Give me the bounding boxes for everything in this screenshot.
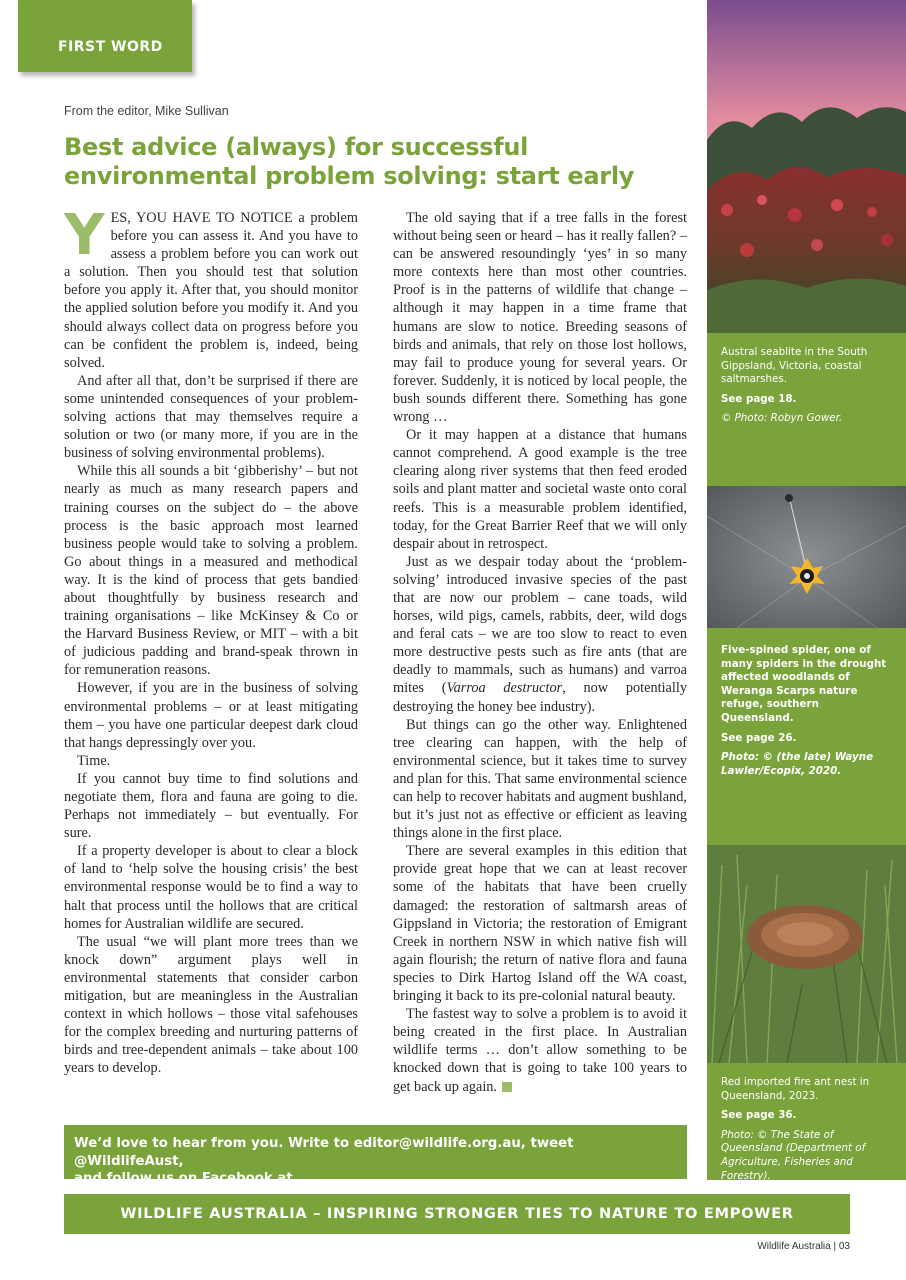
lead-paragraph <box>64 203 358 372</box>
article-column-1 <box>64 203 358 1078</box>
final-paragraph <box>393 1005 687 1095</box>
paragraph-text: Just as we despair today about the ‘problem-solving’ introduced invasive species of the past that are now our problem – cane toads, wild horses, wild pigs, camels, rabbits, deer, wild dogs and feral cats – we are too slow to react to even more destructive pests such as fire ants (that are deadly to mammals, such as humans) and varroa mites ( <box>393 553 687 697</box>
paragraph: Time. <box>77 752 111 769</box>
paragraph: And after all that, don’t be surprised if there are some unintended consequences of your problem-solving actions that may themselves require a solution or two (or many more, if you are in the business of solving environmental problems). <box>64 372 358 462</box>
tagline-banner: WILDLIFE AUSTRALIA – INSPIRING STRONGER TIES TO NATURE TO EMPOWER CONSERVATION <box>64 1194 850 1234</box>
article-title: Best advice (always) for successful environmental problem solving: start early <box>64 133 635 190</box>
paragraph-invasive-species <box>393 553 687 716</box>
contact-line-2: and follow us on Facebook at <box>74 1171 293 1186</box>
end-mark-icon <box>502 1082 512 1092</box>
caption-text: Five-spined spider, one of many spiders in the drought affected woodlands of Weranga Scarps nature refuge, southern Queensland. <box>721 644 887 724</box>
spider-photo <box>707 486 906 628</box>
byline: From the editor, Mike Sullivan <box>64 104 229 118</box>
photo-credit: Photo: © (the late) Wayne Lawler/Ecopix, 2020. <box>721 751 874 777</box>
paragraph: The old saying that if a tree falls in the forest without being seen or heard – has it really fallen? – can be answered resoundingly ‘yes’ in so many more contexts here than most other countries. Proof is in the patterns of wildlife that change – although it may happen in a time frame that humans are slow to notice. Breeding seasons of birds and animals, that rely on those lost hollows, may fail to produce young for several years. Or forever. Suddenly, it is noticed by local people, the bush sounds different there. Something has gone wrong … <box>393 210 687 426</box>
caption-text: Austral seablite in the South Gippsland, Victoria, coastal saltmarshes. <box>721 346 868 386</box>
lead-paragraph-text: ES, YOU HAVE TO NOTICE a problem before you can assess it. And you have to assess a problem before you can work out a solution. Then you should test that solution before you apply it. After that, you should monitor the applied solution before you modify it. And you should always collect data on progress before you can be confident the problem is, indeed, being solved. <box>64 210 358 371</box>
contact-box <box>64 1125 687 1186</box>
paragraph-text: , now potentially destroying the honey bee industry). <box>393 680 687 715</box>
species-name: Varroa destructor <box>446 680 563 697</box>
drop-cap: Y <box>64 203 105 268</box>
page-reference: See page 18. <box>721 392 797 405</box>
paragraph: However, if you are in the business of solving environmental problems – or at least mitigating them – you have one particular deepest dark cloud that hangs depressingly over you. <box>64 680 358 751</box>
page-folio: Wildlife Australia | 03 <box>757 1241 850 1252</box>
photo-credit: Photo: © The State of Queensland (Department of Agriculture, Fisheries and Forestry). <box>721 1128 866 1182</box>
final-paragraph-text: The fastest way to solve a problem is to avoid it being created in the first place. In Australian wildlife terms … don’t allow something to be knocked down that is going to take 100 years to get back up again. <box>393 1006 687 1095</box>
paragraph: Or it may happen at a distance that humans cannot comprehend. A good example is the tree clearing along river systems that then feed eroded soils and plant matter and societal waste onto coral reefs. This is a measurable problem identified, today, for the Great Barrier Reef that we will only despair about in retrospect. <box>393 427 687 552</box>
paragraph: If you cannot buy time to find solutions and negotiate them, flora and fauna are going to die. Perhaps not immediately – but eventually. For sure. <box>64 770 358 842</box>
saltmarsh-photo <box>707 0 906 333</box>
caption-fire-ant <box>721 1076 893 1189</box>
paragraph: There are several examples in this edition that provide great hope that we can at least recover some of the habitats that have been cruelly damaged: the restoration of saltmarsh areas of Gippsland in Victoria; the restoration of Emigrant Creek in northern NSW in which native fish will again flourish; the return of native flora and fauna species to Dirk Hartog Island off the WA coast, bringing it back to its pre-colonial natural beauty. <box>393 843 687 1005</box>
paragraph: If a property developer is about to clear a block of land to ‘help solve the housing crisis’ the best environmental response would be to find a way to halt that process until the hollows that are critical homes for Australian wildlife are secured. <box>64 843 358 932</box>
page-reference: See page 26. <box>721 731 797 744</box>
caption-saltmarsh <box>721 346 893 432</box>
paragraph: But things can go the other way. Enlightened tree clearing can happen, with the help of environmental science, but it takes time to survey and plan for this. That same environmental science can help to recover habitats and augment bushland, but it’s just not as effective or efficient as leaving things alone in the first place. <box>393 716 687 842</box>
fire-ant-nest-photo <box>707 845 906 1063</box>
section-tab <box>18 0 192 72</box>
page-reference: See page 36. <box>721 1109 797 1122</box>
article-column-2 <box>393 209 687 1096</box>
photo-credit: © Photo: Robyn Gower. <box>721 412 843 425</box>
paragraph: While this all sounds a bit ‘gibberishy’ – but not nearly as much as many research papers and training courses on the subject do – the above process is the basic approach most learned business people would take to solving a problem. Go about things in a measured and methodical way. It is the kind of process that gets bandied about thoughtfully by business research and training organisations – like McKinsey & Co or the Harvard Business Review, or MIT – with a bit of judicious padding and brand-speak thrown in for remuneration reasons. <box>64 463 358 679</box>
section-tab-label: FIRST WORD <box>58 39 163 55</box>
contact-line-1: We’d love to hear from you. Write to editor@wildlife.org.au, tweet @WildlifeAust, <box>74 1136 574 1169</box>
caption-spider <box>721 644 893 784</box>
paragraph: The usual “we will plant more trees than we knock down” argument plays well in environmental statements that consider carbon mitigation, but are meaningless in the Australian context in which hollows – those vital safehouses for the complex breeding and nurturing patterns of birds and tree-dependent animals – take about 100 years to develop. <box>64 933 358 1077</box>
caption-text: Red imported fire ant nest in Queensland, 2023. <box>721 1076 870 1102</box>
